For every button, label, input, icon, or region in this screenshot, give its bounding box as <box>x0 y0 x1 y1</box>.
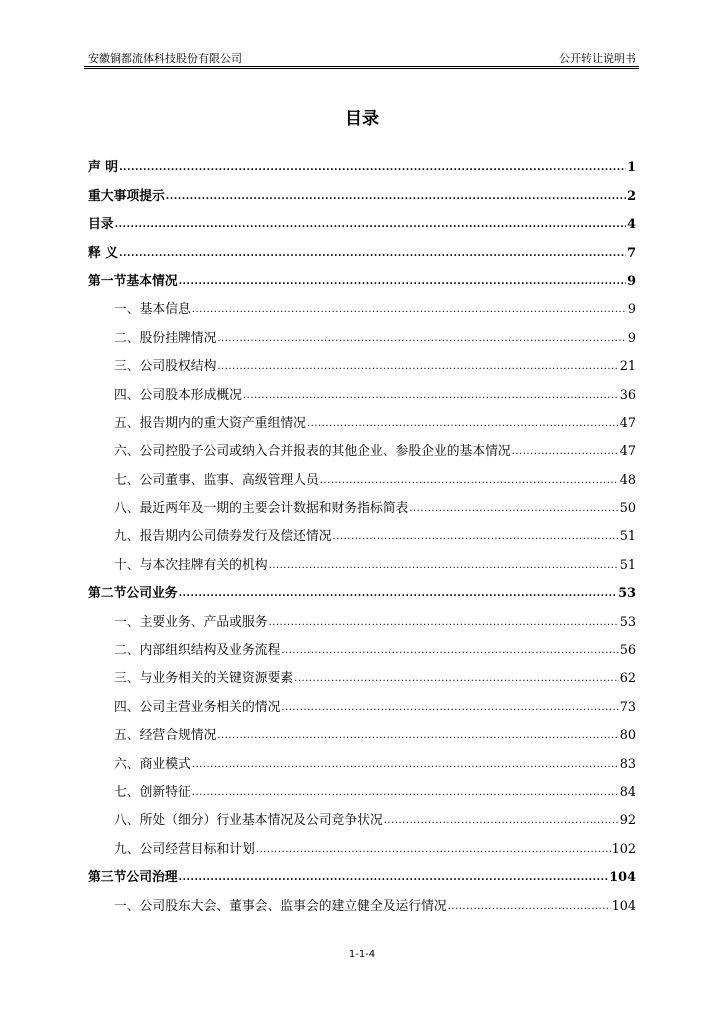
toc-entry-title: 公司经营目标和计划 <box>139 841 255 857</box>
toc-dot-leader <box>384 814 619 828</box>
toc-entry-page-number: 9 <box>627 302 636 318</box>
toc-entry-page-number: 4 <box>627 217 636 233</box>
toc-entry-title: 报告期内公司债券发行及偿还情况 <box>139 529 332 545</box>
toc-dot-leader <box>179 871 609 885</box>
toc-entry-number: 二、 <box>114 330 140 346</box>
toc-section-entry[interactable] <box>88 544 636 572</box>
toc-chapter-entry[interactable] <box>88 232 636 260</box>
toc-entry-number: 八、 <box>114 813 140 829</box>
toc-entry-title: 内部组织结构及业务流程 <box>139 643 281 659</box>
toc-dot-leader <box>179 587 618 601</box>
toc-entry-number: 五、 <box>114 415 140 431</box>
toc-section-entry[interactable] <box>88 715 636 743</box>
toc-entry-title: 股份挂牌情况 <box>139 330 217 346</box>
toc-entry-number: 十、 <box>114 557 140 573</box>
toc-entry-title: 与本次挂牌有关的机构 <box>139 557 268 573</box>
toc-section-entry[interactable] <box>88 516 636 544</box>
toc-section-entry[interactable] <box>88 743 636 771</box>
toc-section-entry[interactable] <box>88 403 636 431</box>
toc-entry-title: 基本信息 <box>139 302 191 318</box>
toc-dot-leader <box>281 644 618 658</box>
toc-entry-page-number: 50 <box>619 501 636 517</box>
toc-dot-leader <box>192 758 619 772</box>
toc-section-entry[interactable] <box>88 374 636 402</box>
toc-entry-page-number: 47 <box>619 415 636 431</box>
toc-entry-page-number: 102 <box>611 841 636 857</box>
toc-entry-page-number: 84 <box>619 784 636 800</box>
toc-section-entry[interactable] <box>88 885 636 913</box>
toc-entry-title: 公司控股子公司或纳入合并报表的其他企业、参股企业的基本情况 <box>139 444 511 460</box>
toc-entry-title: 基本情况 <box>126 273 178 289</box>
toc-entry-title: 公司股东大会、董事会、监事会的建立健全及运行情况 <box>139 898 447 914</box>
toc-entry-page-number: 51 <box>619 557 636 573</box>
toc-dot-leader <box>192 786 619 800</box>
toc-dot-leader <box>217 729 618 743</box>
toc-entry-page-number: 104 <box>609 870 636 886</box>
toc-entry-title: 公司股本形成概况 <box>139 387 242 403</box>
toc-entry-title: 公司业务 <box>126 586 178 602</box>
toc-chapter-entry[interactable] <box>88 573 636 601</box>
toc-dot-leader <box>217 332 626 346</box>
toc-chapter-entry[interactable] <box>88 857 636 885</box>
toc-entry-title: 商业模式 <box>139 756 191 772</box>
toc-entry-page-number: 1 <box>627 160 636 176</box>
page-number: 1-1-4 <box>348 949 376 960</box>
toc-entry-title: 公司股权结构 <box>139 359 217 375</box>
toc-chapter-entry[interactable] <box>88 204 636 232</box>
page-title: 目录 <box>345 109 379 129</box>
toc-entry-page-number: 47 <box>619 444 636 460</box>
toc-entry-title: 报告期内的重大资产重组情况 <box>139 415 306 431</box>
toc-entry-page-number: 21 <box>619 359 636 375</box>
toc-entry-number: 四、 <box>114 387 140 403</box>
toc-entry-number: 一、 <box>114 614 140 630</box>
toc-entry-number: 六、 <box>114 444 140 460</box>
toc-section-entry[interactable] <box>88 488 636 516</box>
toc-dot-leader <box>179 275 627 289</box>
toc-entry-page-number: 48 <box>619 472 636 488</box>
toc-dot-leader <box>269 559 619 573</box>
toc-entry-page-number: 62 <box>619 671 636 687</box>
toc-section-entry[interactable] <box>88 601 636 629</box>
toc-dot-leader <box>409 502 618 516</box>
toc-entry-title: 目录 <box>88 217 114 233</box>
toc-section-entry[interactable] <box>88 686 636 714</box>
toc-dot-leader <box>119 161 626 175</box>
toc-chapter-entry[interactable] <box>88 261 636 289</box>
toc-dot-leader <box>115 218 627 232</box>
toc-dot-leader <box>448 900 611 914</box>
toc-entry-title: 主要业务、产品或服务 <box>139 614 268 630</box>
toc-section-entry[interactable] <box>88 828 636 856</box>
toc-entry-page-number: 56 <box>619 643 636 659</box>
toc-entry-title: 声 明 <box>88 160 119 176</box>
toc-entry-number: 五、 <box>114 728 140 744</box>
toc-entry-page-number: 53 <box>619 614 636 630</box>
toc-entry-number: 六、 <box>114 756 140 772</box>
toc-dot-leader <box>192 303 627 317</box>
toc-entry-title: 最近两年及一期的主要会计数据和财务指标简表 <box>139 501 409 517</box>
toc-entry-number: 四、 <box>114 699 140 715</box>
toc-entry-page-number: 9 <box>627 273 636 289</box>
toc-entry-number: 一、 <box>114 302 140 318</box>
toc-entry-title: 释 义 <box>88 245 119 261</box>
toc-chapter-entry[interactable] <box>88 175 636 203</box>
toc-dot-leader <box>217 360 618 374</box>
toc-dot-leader <box>320 474 619 488</box>
toc-section-entry[interactable] <box>88 431 636 459</box>
toc-entry-page-number: 51 <box>619 529 636 545</box>
toc-entry-page-number: 2 <box>627 188 636 204</box>
toc-section-entry[interactable] <box>88 630 636 658</box>
toc-section-entry[interactable] <box>88 289 636 317</box>
toc-entry-number: 第三节 <box>88 870 127 886</box>
toc-entry-page-number: 7 <box>627 245 636 261</box>
toc-dot-leader <box>269 616 619 630</box>
toc-entry-title: 创新特征 <box>139 784 191 800</box>
toc-entry-page-number: 36 <box>619 387 636 403</box>
toc-entry-page-number: 53 <box>618 586 636 602</box>
toc-entry-number: 一、 <box>114 898 140 914</box>
toc-entry-page-number: 104 <box>611 898 636 914</box>
toc-dot-leader <box>166 190 626 204</box>
toc-entry-page-number: 83 <box>619 756 636 772</box>
toc-dot-leader <box>512 445 619 459</box>
toc-entry-title: 经营合规情况 <box>139 728 217 744</box>
toc-entry-number: 八、 <box>114 501 140 517</box>
toc-section-entry[interactable] <box>88 800 636 828</box>
toc-entry-number: 三、 <box>114 671 140 687</box>
toc-entry-page-number: 73 <box>619 699 636 715</box>
toc-entry-number: 七、 <box>114 472 140 488</box>
toc-entry-number: 二、 <box>114 643 140 659</box>
toc-entry-number: 第二节 <box>88 586 127 602</box>
toc-dot-leader <box>243 389 619 403</box>
toc-section-entry[interactable] <box>88 317 636 345</box>
toc-dot-leader <box>281 701 618 715</box>
toc-entry-number: 第一节 <box>88 273 127 289</box>
toc-dot-leader <box>256 843 611 857</box>
toc-section-entry[interactable] <box>88 658 636 686</box>
toc-dot-leader <box>119 247 626 261</box>
toc-entry-title: 公司主营业务相关的情况 <box>139 699 281 715</box>
header-rule <box>84 66 639 67</box>
table-of-contents <box>88 147 636 914</box>
toc-dot-leader <box>307 417 619 431</box>
toc-entry-page-number: 80 <box>619 728 636 744</box>
toc-dot-leader <box>294 672 619 686</box>
header-company-name: 安徽铜都流体科技股份有限公司 <box>88 52 242 65</box>
toc-entry-title: 公司董事、监事、高级管理人员 <box>139 472 319 488</box>
header-rule <box>84 68 639 69</box>
toc-chapter-entry[interactable] <box>88 147 636 175</box>
toc-entry-page-number: 9 <box>627 330 636 346</box>
toc-entry-title: 重大事项提示 <box>88 188 165 204</box>
toc-entry-title: 公司治理 <box>126 870 178 886</box>
toc-section-entry[interactable] <box>88 346 636 374</box>
toc-entry-page-number: 92 <box>619 813 636 829</box>
header-document-type: 公开转让说明书 <box>559 52 636 65</box>
toc-entry-number: 三、 <box>114 359 140 375</box>
toc-entry-number: 九、 <box>114 841 140 857</box>
toc-section-entry[interactable] <box>88 772 636 800</box>
toc-section-entry[interactable] <box>88 459 636 487</box>
toc-entry-number: 七、 <box>114 784 140 800</box>
toc-entry-title: 所处（细分）行业基本情况及公司竞争状况 <box>139 813 383 829</box>
toc-entry-title: 与业务相关的关键资源要素 <box>139 671 294 687</box>
toc-entry-number: 九、 <box>114 529 140 545</box>
toc-dot-leader <box>333 530 619 544</box>
